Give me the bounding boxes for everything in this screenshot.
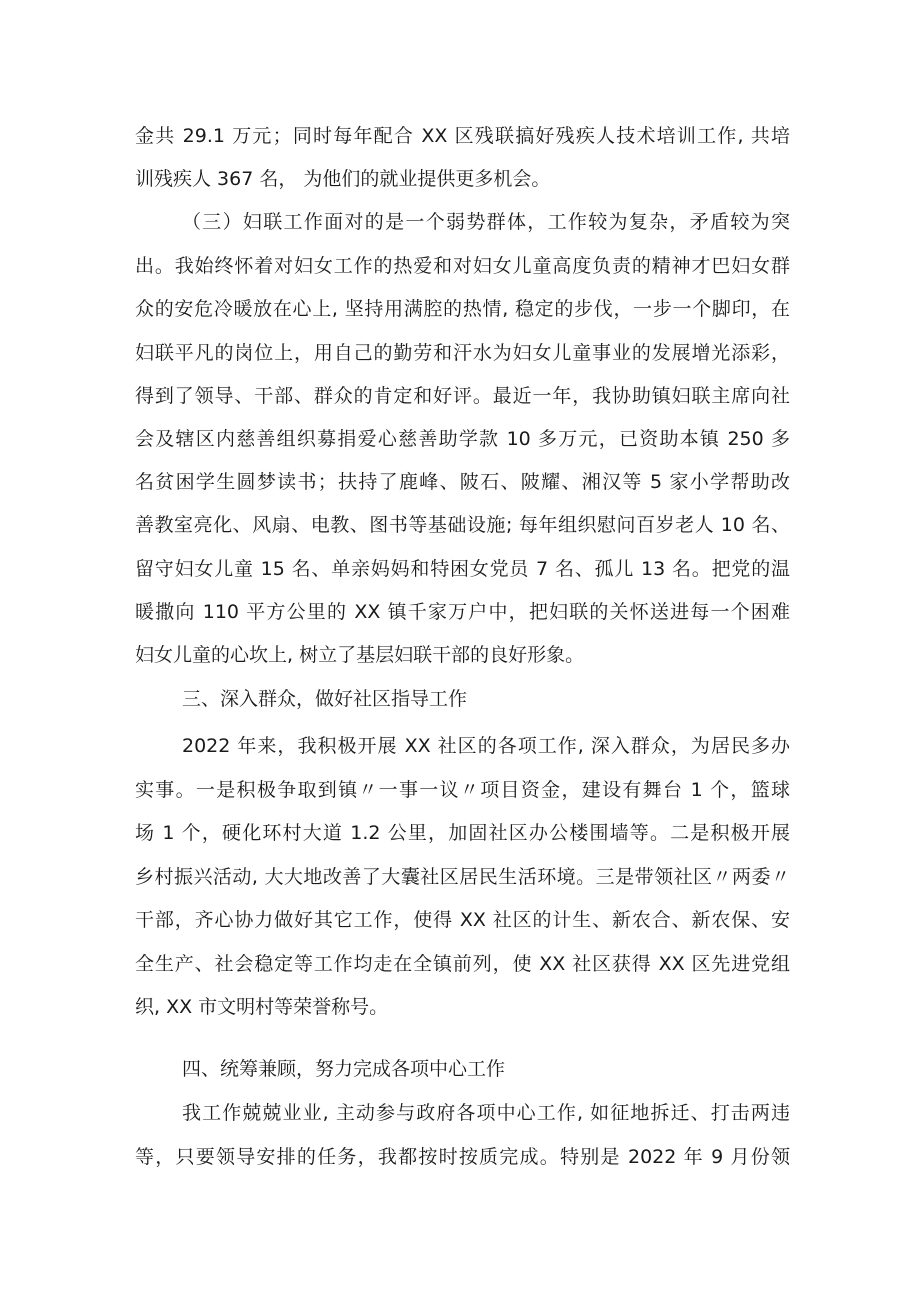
paragraph-start-women-federation: （三）妇联工作面对的是一个弱势群体，工作较为复杂，矛盾较为突 <box>182 211 790 233</box>
text-line-11: 留守妇女儿童 15 名、单亲妈妈和特困女党员 7 名、孤儿 13 名。把党的温 <box>135 558 790 580</box>
text-line-17: 场 1 个，硬化环村大道 1.2 公里，加固社区办公楼围墙等。二是积极开展 <box>135 822 790 844</box>
text-line-7: 得到了领导、干部、群众的肯定和好评。最近一年，我协助镇妇联主席向社 <box>135 385 790 407</box>
text-line-20: 全生产、社会稳定等工作均走在全镇前列，使 XX 社区获得 XX 区先进党组 <box>135 953 790 975</box>
text-line-8: 会及辖区内慈善组织募捐爱心慈善助学款 10 多万元，已资助本镇 250 多 <box>135 428 790 450</box>
text-line-4: 出。我始终怀着对妇女工作的热爱和对妇女儿童高度负责的精神才巴妇女群 <box>135 255 790 277</box>
text-line-5: 众的安危冷暖放在心上, 坚持用满腔的热情, 稳定的步伐，一步一个脚印，在 <box>135 298 790 320</box>
paragraph-start-central-work: 我工作兢兢业业, 主动参与政府各项中心工作, 如征地拆迁、打击两违 <box>182 1102 790 1124</box>
text-line-6: 妇联平凡的岗位上，用自己的勤劳和汗水为妇女儿童事业的发展增光添彩， <box>135 342 790 364</box>
text-line-19: 干部，齐心协力做好其它工作，使得 XX 社区的计生、新农合、新农保、安 <box>135 909 790 931</box>
text-line-16: 实事。一是积极争取到镇〃一事一议〃项目资金，建设有舞台 1 个，篮球 <box>135 779 790 801</box>
text-line-2: 训残疾人 367 名， 为他们的就业提供更多机会。 <box>135 168 551 190</box>
text-line-10: 善教室亮化、风扇、电教、图书等基础设施; 每年组织慰问百岁老人 10 名、 <box>135 514 790 536</box>
text-line-9: 名贫困学生圆梦读书；扶持了鹿峰、陂石、陂耀、湘汉等 5 家小学帮助改 <box>135 471 790 493</box>
text-line-12: 暖撒向 110 平方公里的 XX 镇千家万户中，把妇联的关怀送进每一个困难 <box>135 601 790 623</box>
text-line-18: 乡村振兴活动, 大大地改善了大囊社区居民生活环境。三是带领社区〃两委〃 <box>135 866 790 888</box>
text-line-1: 金共 29.1 万元；同时每年配合 XX 区残联搞好残疾人技术培训工作, 共培 <box>135 125 790 147</box>
section-heading-4: 四、统筹兼顾，努力完成各项中心工作 <box>182 1058 506 1080</box>
text-line-24: 等，只要领导安排的任务，我都按时按质完成。特别是 2022 年 9 月份领 <box>135 1146 790 1168</box>
section-heading-3: 三、深入群众，做好社区指导工作 <box>182 688 468 710</box>
text-line-13: 妇女儿童的心坎上, 树立了基层妇联干部的良好形象。 <box>135 644 585 666</box>
paragraph-start-community: 2022 年来，我积极开展 XX 社区的各项工作, 深入群众，为居民多办 <box>182 735 790 757</box>
text-line-21: 织, XX 市文明村等荣誉称号。 <box>135 996 389 1018</box>
